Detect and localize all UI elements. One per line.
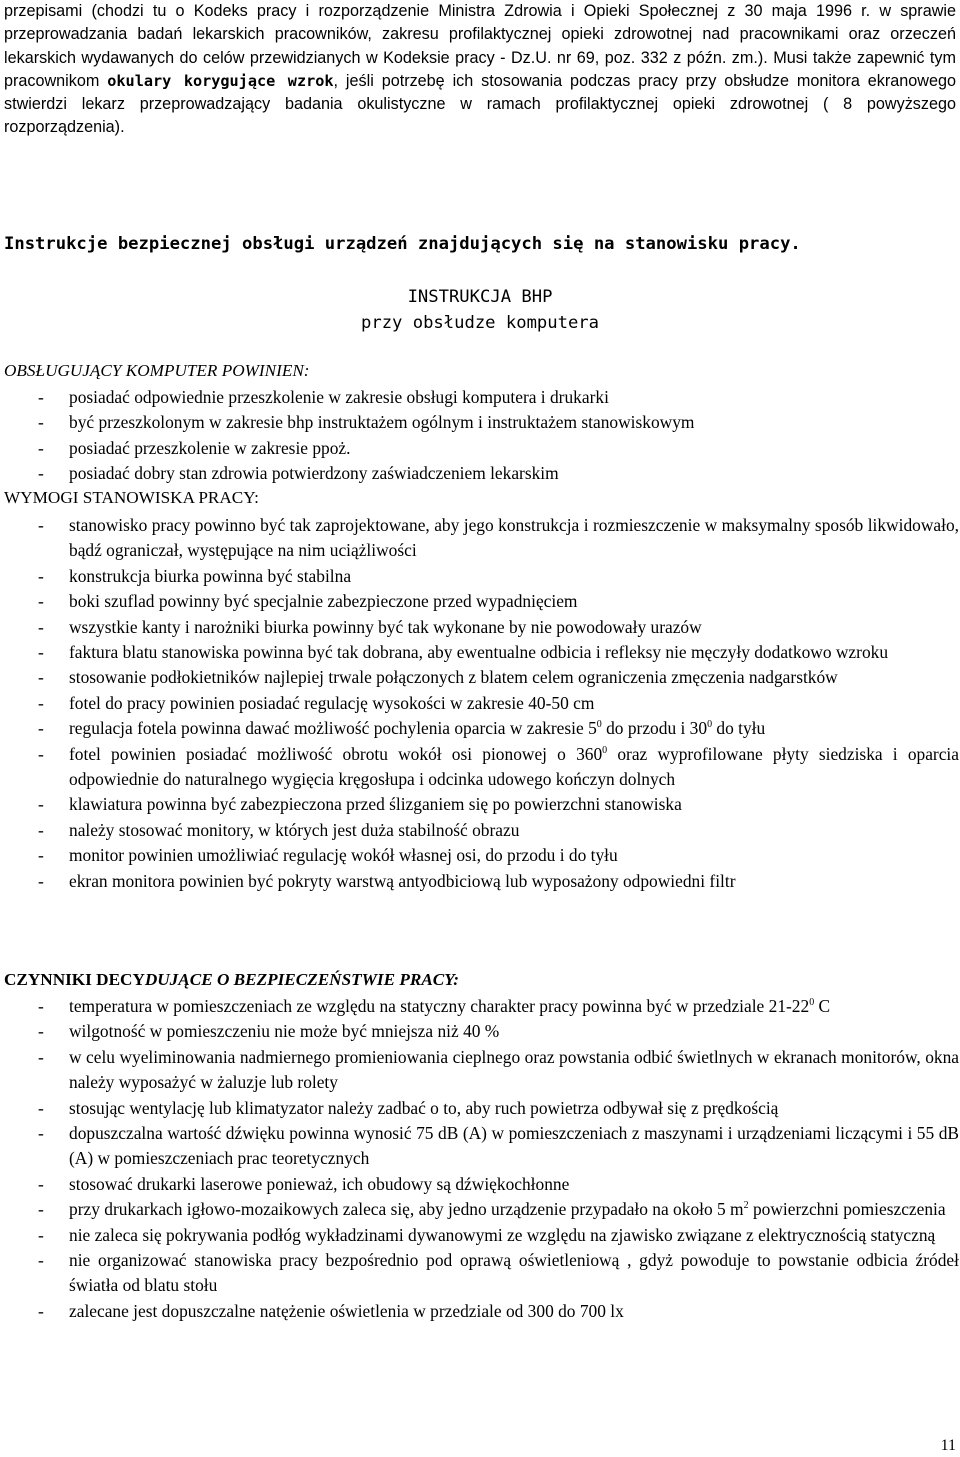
workstation-requirements-title: WYMOGI STANOWISKA PRACY: [4, 488, 259, 507]
section-heading: Instrukcje bezpiecznej obsługi urządzeń znajdujących się na stanowisku pracy. [4, 234, 801, 254]
instruction-subtitle: przy obsłudze komputera [361, 313, 599, 333]
intro-bold-text: okulary korygujące wzrok [107, 71, 334, 90]
list-item: - monitor powinien umożliwiać regulację wokół własnej osi, do przodu i do tyłu [38, 845, 618, 866]
list-item: - stosować drukarki laserowe ponieważ, ich obudowy są dźwiękochłonne [38, 1173, 570, 1194]
list-item: - posiadać dobry stan zdrowia potwierdzony zaświadczeniem lekarskim [38, 463, 559, 484]
list-item: - temperatura w pomieszczeniach ze względu na statyczny charakter pracy powinna być w przedziale $21-22^0$ C [38, 996, 831, 1016]
list-item: - w celu wyeliminowania nadmiernego promieniowania cieplnego oraz powstania odbić świetlnych w ekranach monitorów, okna należy wyposażyć w żaluzje lub rolety [38, 1046, 959, 1093]
list-item: - być przeszkolonym w zakresie bhp instruktażem ogólnym i instruktażem stanowiskowym [38, 412, 695, 433]
list-item: - stosując wentylację lub klimatyzator należy zadbać o to, aby ruch powietrza odbywał się z prędkością [38, 1097, 779, 1118]
operator-requirements-list [4, 385, 959, 487]
list-item: - należy stosować monitory, w których jest duża stabilność obrazu [38, 819, 520, 840]
safety-factors-list [4, 994, 959, 1324]
list-item: - faktura blatu stanowiska powinna być tak dobrana, aby ewentualne odbicia i refleksy nie męczyły dodatkowo wzroku [38, 642, 889, 663]
safety-factors-title: CZYNNIKI DECYDUJĄCE O BEZPIECZEŃSTWIE PRACY: [4, 970, 459, 989]
list-item: - boki szuflad powinny być specjalnie zabezpieczone przed wypadnięciem [38, 591, 578, 612]
list-item: - stosowanie podłokietników najlepiej trwale połączonych z blatem celem ograniczenia zmęczenia nadgarstków [38, 667, 838, 688]
list-item: - regulacja fotela powinna dawać możliwość pochylenia oparcia w zakresie $5^0$ do przodu i $30^0$ do tyłu [38, 718, 766, 739]
instruction-title: INSTRUKCJA BHP [407, 287, 553, 307]
list-item: - posiadać odpowiednie przeszkolenie w zakresie obsługi komputera i drukarki [38, 387, 609, 407]
list-item: - konstrukcja biurka powinna być stabilna [38, 565, 352, 586]
workstation-requirements-list [4, 513, 959, 894]
list-item: - dopuszczalna wartość dźwięku powinna wynosić 75 dB (A) w pomieszczeniach z maszynami i urządzeniami liczącymi i 55 dB (A) w pomieszczeniach prac teoretycznych [38, 1123, 959, 1169]
list-item: - wilgotność w pomieszczeniu nie może być mniejsza niż 40 % [38, 1021, 500, 1042]
operator-requirements-title: OBSŁUGUJĄCY KOMPUTER POWINIEN: [4, 361, 310, 380]
intro-paragraph [4, 0, 956, 140]
list-item: - stanowisko pracy powinno być tak zaprojektowane, aby jego konstrukcja i rozmieszczenie w maksymalny sposób likwidowało, bądź ograniczał, występujące na nim uciążliwości [38, 515, 959, 561]
list-item: - nie organizować stanowiska pracy bezpośrednio pod oprawą oświetleniową , gdyż powoduje to powstanie odbicia źródeł światła od blatu stołu [38, 1250, 959, 1296]
list-item: - fotel do pracy powinien posiadać regulację wysokości w zakresie 40-50 cm [38, 692, 595, 713]
list-item: - przy drukarkach igłowo-mozaikowych zaleca się, aby jedno urządzenie przypadało na około 5 $m^2$ powierzchni pomieszczenia [38, 1199, 946, 1220]
list-item: - zalecane jest dopuszczalne natężenie oświetlenia w przedziale od 300 do 700 lx [38, 1300, 624, 1321]
list-item: - nie zaleca się pokrywania podłóg wykładzinami dywanowymi ze względu na zjawisko związane z elektrycznością statyczną [38, 1224, 936, 1245]
list-item: - fotel powinien posiadać możliwość obrotu wokół osi pionowej o $360^0$ oraz wyprofilowane płyty siedziska i oparcia odpowiednie do naturalnego wygięcia kręgosłupa i odcinka udowego kończyn dolnych [38, 743, 959, 790]
list-item: - klawiatura powinna być zabezpieczona przed ślizganiem się po powierzchni stanowiska [38, 794, 682, 815]
list-item: - ekran monitora powinien być pokryty warstwą antyodbiciową lub wyposażony odpowiedni filtr [38, 870, 736, 891]
list-item: - posiadać przeszkolenie w zakresie ppoż. [38, 437, 351, 458]
list-item: - wszystkie kanty i narożniki biurka powinny być tak wykonane by nie powodowały urazów [38, 616, 702, 637]
page-number: 11 [940, 1437, 956, 1454]
intro-text: przepisami (chodzi tu o Kodeks pracy i rozporządzenie Ministra Zdrowia i Opieki Społecznej z 30 maja 1996 r. w sprawie przeprowadzania badań lekarskich pracowników, zakresu profilaktycznej opieki zdrowotnej nad pracownikami oraz orzeczeń lekarskich wydawanych do celów przewidzianych w Kodeksie pracy - Dz.U. nr 69, poz. 332 z późn. zm.). Musi także zapewnić tym pracownikom okulary korygujące wzrok, jeśli potrzebę ich stosowania podczas pracy przy obsłudze monitora ekranowego stwierdzi lekarz przeprowadzający badania okulistyczne w ramach profilaktycznej opieki zdrowotnej ( 8 powyższego rozporządzenia). [4, 2, 956, 137]
